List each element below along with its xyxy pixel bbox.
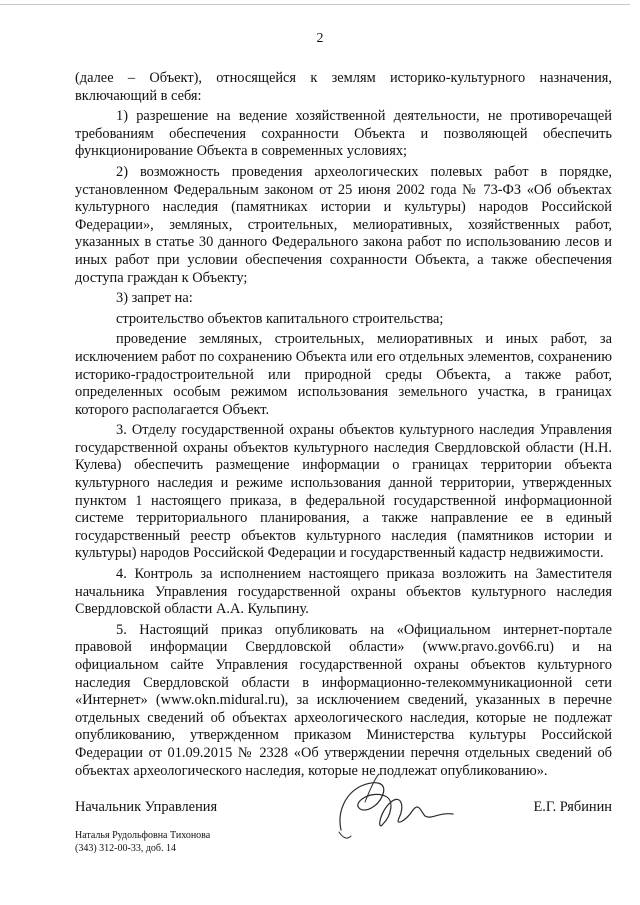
paragraph-clause-3: 3. Отделу государственной охраны объектов культурного наследия Управления государственной охраны объектов культурного наследия Свердловской области (Н.Н. Кулева) обеспечить размещение информации о границах территории объекта культурного наследия и режиме использования данной территории, утвержденных пунктом 1 настоящего приказа, в федеральной государственной информационной системе территориального планирования, а также направление ее в единый государственный реестр объектов культурного наследия (памятников истории и культуры) народов Российской Федерации и государственный кадастр недвижимости. — [75, 422, 612, 562]
contact-person: Наталья Рудольфовна Тихонова — [75, 830, 211, 841]
paragraph-intro-continuation: (далее – Объект), относящейся к землям историко-культурного назначения, включающий в себя: — [75, 70, 612, 104]
signer-name: Е.Г. Рябинин — [533, 799, 612, 815]
contact-phone: (343) 312-00-33, доб. 14 — [75, 843, 176, 854]
signer-title: Начальник Управления — [75, 799, 218, 815]
page-number: 2 — [316, 31, 324, 46]
paragraph-ban-works: проведение земляных, строительных, мелиоративных и иных работ, за исключением работ по сохранению Объекта или его отдельных элементов, сохранению историко-градостроительной или природной среды Объекта, а также работ, определенных особым режимом использования земельного участка, в границах которого располагается Объект. — [75, 331, 612, 418]
paragraph-clause-5: 5. Настоящий приказ опубликовать на «Официальном интернет-портале правовой информации Свердловской области» (www.pravo.gov66.ru) и на официальном сайте Управления государственной охраны объектов культурного наследия Свердловской области в информационно-телекоммуникационной сети «Интернет» (www.okn.midural.ru), за исключением сведений, указанных в перечне отдельных сведений об объектах археологического наследия, которые не подлежат опубликованию, утвержденном приказом Министерства культуры Российской Федерации от 01.09.2015 № 2328 «Об утверждении перечня отдельных сведений об объектах археологического наследия, которые не подлежат опубликованию». — [75, 621, 612, 779]
paragraph-item-2: 2) возможность проведения археологических полевых работ в порядке, установленном Федеральным законом от 25 июня 2002 года № 73-ФЗ «Об объектах культурного наследия (памятниках истории и культуры) народов Российской Федерации», земляных, строительных, мелиоративных, хозяйственных работ, указанных в статье 30 данного Федерального закона работ по использованию лесов и иных работ при условии обеспечения сохранности Объекта, а также обеспечения доступа граждан к Объекту; — [75, 163, 612, 286]
document-body — [75, 70, 612, 780]
paragraph-clause-4: 4. Контроль за исполнением настоящего приказа возложить на Заместителя начальника Управления государственной охраны объектов культурного наследия Свердловской области А.А. Кульпину. — [75, 566, 612, 618]
top-rule — [0, 4, 630, 5]
paragraph-item-1: 1) разрешение на ведение хозяйственной деятельности, не противоречащей требованиям обеспечения сохранности Объекта и позволяющей обеспечить функционирование Объекта в современных условиях; — [75, 108, 612, 160]
contact-info — [75, 829, 210, 855]
handwritten-signature — [335, 772, 455, 842]
paragraph-item-3: 3) запрет на: — [116, 290, 193, 307]
paragraph-ban-construction: строительство объектов капитального строительства; — [116, 310, 444, 327]
